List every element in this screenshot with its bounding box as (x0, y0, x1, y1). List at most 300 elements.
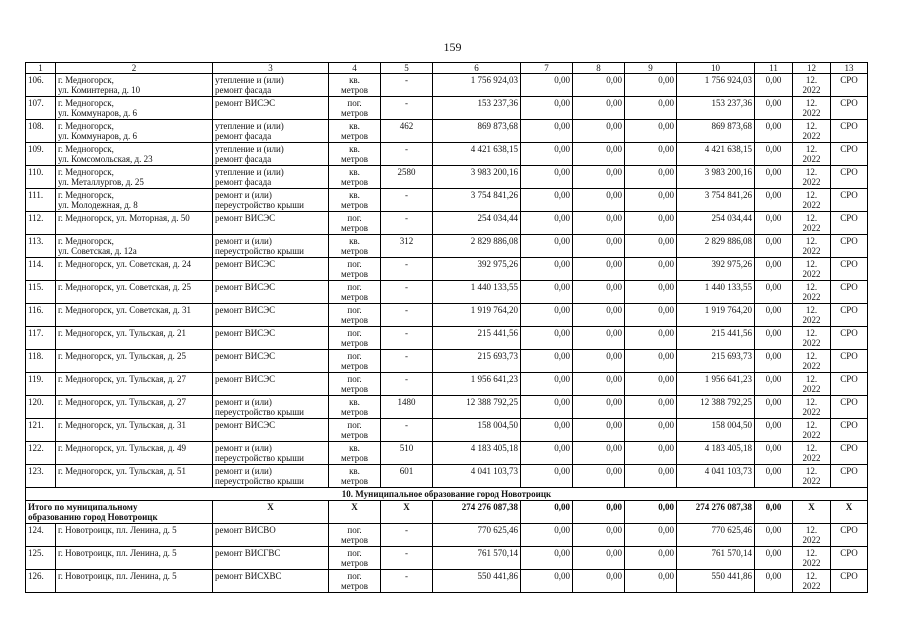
total-col-12: X (793, 501, 831, 524)
table-row (26, 396, 868, 419)
table-row (26, 419, 868, 442)
unit-cell: пог. метров (329, 419, 381, 442)
table-row (26, 547, 868, 570)
unit-cell: пог. метров (329, 97, 381, 120)
work-type-cell: ремонт и (или) переустройство крыши (213, 235, 329, 258)
table-row (26, 373, 868, 396)
budget-cell: 0,00 (573, 396, 625, 419)
column-number: 12 (793, 63, 831, 74)
fund-cell: 0,00 (521, 235, 573, 258)
owner-funds-cell: 1 756 924,03 (677, 74, 755, 97)
owner-funds-cell: 761 570,14 (677, 547, 755, 570)
deadline-cell: 12. 2022 (793, 97, 831, 120)
area-cell: - (381, 74, 433, 97)
unit-cell: пог. метров (329, 258, 381, 281)
table-row (26, 97, 868, 120)
owner-funds-cell: 1 440 133,55 (677, 281, 755, 304)
budget-cell: 0,00 (573, 235, 625, 258)
total-cost-cell: 153 237,36 (433, 97, 521, 120)
table-body (26, 63, 868, 593)
address-cell: г. Медногорск, ул. Молодежная, д. 8 (56, 189, 213, 212)
unit-cell: кв. метров (329, 235, 381, 258)
deadline-cell: 12. 2022 (793, 281, 831, 304)
total-cost-cell: 158 004,50 (433, 419, 521, 442)
work-type-cell: ремонт ВИСХВС (213, 570, 329, 593)
other-funds-cell: 0,00 (755, 465, 793, 488)
capital-repair-table (25, 62, 868, 593)
total-col-4: X (329, 501, 381, 524)
area-cell: 2580 (381, 166, 433, 189)
total-cost-cell: 215 441,56 (433, 327, 521, 350)
unit-cell: пог. метров (329, 304, 381, 327)
total-col-11: 0,00 (755, 501, 793, 524)
row-number: 106. (26, 74, 56, 97)
fund-cell: 0,00 (521, 465, 573, 488)
unit-cell: кв. метров (329, 120, 381, 143)
area-cell: - (381, 570, 433, 593)
area-cell: - (381, 304, 433, 327)
fund-cell: 0,00 (521, 524, 573, 547)
address-cell: г. Медногорск, ул. Советская, д. 24 (56, 258, 213, 281)
contractor-cell: СРО (831, 120, 868, 143)
unit-cell: пог. метров (329, 524, 381, 547)
owner-funds-cell: 215 693,73 (677, 350, 755, 373)
table-row (26, 189, 868, 212)
address-cell: г. Медногорск, ул. Советская, д. 31 (56, 304, 213, 327)
column-number: 7 (521, 63, 573, 74)
deadline-cell: 12. 2022 (793, 258, 831, 281)
contractor-cell: СРО (831, 327, 868, 350)
unit-cell: кв. метров (329, 74, 381, 97)
local-budget-cell: 0,00 (625, 212, 677, 235)
local-budget-cell: 0,00 (625, 166, 677, 189)
local-budget-cell: 0,00 (625, 120, 677, 143)
row-number: 124. (26, 524, 56, 547)
fund-cell: 0,00 (521, 442, 573, 465)
other-funds-cell: 0,00 (755, 570, 793, 593)
table-row (26, 350, 868, 373)
deadline-cell: 12. 2022 (793, 166, 831, 189)
column-number: 3 (213, 63, 329, 74)
unit-cell: пог. метров (329, 327, 381, 350)
area-cell: - (381, 350, 433, 373)
owner-funds-cell: 392 975,26 (677, 258, 755, 281)
total-cost-cell: 2 829 886,08 (433, 235, 521, 258)
budget-cell: 0,00 (573, 258, 625, 281)
deadline-cell: 12. 2022 (793, 396, 831, 419)
local-budget-cell: 0,00 (625, 396, 677, 419)
total-cost-cell: 1 756 924,03 (433, 74, 521, 97)
other-funds-cell: 0,00 (755, 74, 793, 97)
deadline-cell: 12. 2022 (793, 465, 831, 488)
row-number: 114. (26, 258, 56, 281)
area-cell: - (381, 258, 433, 281)
owner-funds-cell: 254 034,44 (677, 212, 755, 235)
contractor-cell: СРО (831, 465, 868, 488)
total-cost-cell: 869 873,68 (433, 120, 521, 143)
total-cost-cell: 392 975,26 (433, 258, 521, 281)
total-cost-cell: 1 440 133,55 (433, 281, 521, 304)
other-funds-cell: 0,00 (755, 189, 793, 212)
total-cost-cell: 4 421 638,15 (433, 143, 521, 166)
work-type-cell: ремонт ВИСЭС (213, 212, 329, 235)
unit-cell: пог. метров (329, 373, 381, 396)
contractor-cell: СРО (831, 74, 868, 97)
budget-cell: 0,00 (573, 120, 625, 143)
row-number: 126. (26, 570, 56, 593)
address-cell: г. Новотроицк, пл. Ленина, д. 5 (56, 570, 213, 593)
local-budget-cell: 0,00 (625, 547, 677, 570)
fund-cell: 0,00 (521, 350, 573, 373)
table-row (26, 120, 868, 143)
table-row (26, 281, 868, 304)
address-cell: г. Новотроицк, пл. Ленина, д. 5 (56, 547, 213, 570)
local-budget-cell: 0,00 (625, 465, 677, 488)
work-type-cell: ремонт ВИСЭС (213, 97, 329, 120)
fund-cell: 0,00 (521, 327, 573, 350)
row-number: 120. (26, 396, 56, 419)
row-number: 113. (26, 235, 56, 258)
contractor-cell: СРО (831, 235, 868, 258)
area-cell: - (381, 327, 433, 350)
local-budget-cell: 0,00 (625, 281, 677, 304)
column-number: 4 (329, 63, 381, 74)
table-row (26, 74, 868, 97)
total-cost-cell: 3 983 200,16 (433, 166, 521, 189)
budget-cell: 0,00 (573, 419, 625, 442)
fund-cell: 0,00 (521, 189, 573, 212)
deadline-cell: 12. 2022 (793, 74, 831, 97)
owner-funds-cell: 3 754 841,26 (677, 189, 755, 212)
column-number: 11 (755, 63, 793, 74)
fund-cell: 0,00 (521, 97, 573, 120)
area-cell: - (381, 281, 433, 304)
work-type-cell: утепление и (или) ремонт фасада (213, 120, 329, 143)
budget-cell: 0,00 (573, 570, 625, 593)
row-number: 121. (26, 419, 56, 442)
section-title-row (26, 488, 868, 501)
page-number: 159 (443, 40, 462, 54)
area-cell: - (381, 373, 433, 396)
contractor-cell: СРО (831, 258, 868, 281)
total-cost-cell: 254 034,44 (433, 212, 521, 235)
unit-cell: кв. метров (329, 166, 381, 189)
unit-cell: кв. метров (329, 465, 381, 488)
unit-cell: пог. метров (329, 281, 381, 304)
fund-cell: 0,00 (521, 120, 573, 143)
address-cell: г. Медногорск, ул. Советская, д. 25 (56, 281, 213, 304)
fund-cell: 0,00 (521, 74, 573, 97)
fund-cell: 0,00 (521, 143, 573, 166)
area-cell: - (381, 547, 433, 570)
unit-cell: пог. метров (329, 547, 381, 570)
owner-funds-cell: 12 388 792,25 (677, 396, 755, 419)
fund-cell: 0,00 (521, 373, 573, 396)
local-budget-cell: 0,00 (625, 143, 677, 166)
local-budget-cell: 0,00 (625, 74, 677, 97)
contractor-cell: СРО (831, 570, 868, 593)
work-type-cell: ремонт ВИСЭС (213, 304, 329, 327)
contractor-cell: СРО (831, 373, 868, 396)
local-budget-cell: 0,00 (625, 442, 677, 465)
contractor-cell: СРО (831, 143, 868, 166)
total-col-9: 0,00 (625, 501, 677, 524)
budget-cell: 0,00 (573, 304, 625, 327)
other-funds-cell: 0,00 (755, 166, 793, 189)
address-cell: г. Медногорск, ул. Тульская, д. 31 (56, 419, 213, 442)
table-row (26, 524, 868, 547)
contractor-cell: СРО (831, 350, 868, 373)
address-cell: г. Медногорск, ул. Комсомольская, д. 23 (56, 143, 213, 166)
row-number: 125. (26, 547, 56, 570)
work-type-cell: утепление и (или) ремонт фасада (213, 166, 329, 189)
table-row (26, 258, 868, 281)
contractor-cell: СРО (831, 97, 868, 120)
budget-cell: 0,00 (573, 97, 625, 120)
other-funds-cell: 0,00 (755, 547, 793, 570)
deadline-cell: 12. 2022 (793, 327, 831, 350)
work-type-cell: ремонт ВИСВО (213, 524, 329, 547)
total-col-5: X (381, 501, 433, 524)
owner-funds-cell: 215 441,56 (677, 327, 755, 350)
contractor-cell: СРО (831, 419, 868, 442)
other-funds-cell: 0,00 (755, 143, 793, 166)
total-cost-cell: 1 919 764,20 (433, 304, 521, 327)
other-funds-cell: 0,00 (755, 258, 793, 281)
table-row (26, 166, 868, 189)
total-col-8: 0,00 (573, 501, 625, 524)
deadline-cell: 12. 2022 (793, 189, 831, 212)
owner-funds-cell: 2 829 886,08 (677, 235, 755, 258)
unit-cell: пог. метров (329, 570, 381, 593)
row-number: 108. (26, 120, 56, 143)
total-cost-cell: 770 625,46 (433, 524, 521, 547)
budget-cell: 0,00 (573, 212, 625, 235)
total-col-13: X (831, 501, 868, 524)
table-row (26, 465, 868, 488)
table-row (26, 143, 868, 166)
owner-funds-cell: 1 956 641,23 (677, 373, 755, 396)
deadline-cell: 12. 2022 (793, 570, 831, 593)
work-type-cell: ремонт ВИСЭС (213, 373, 329, 396)
address-cell: г. Медногорск, ул. Коминтерна, д. 10 (56, 74, 213, 97)
deadline-cell: 12. 2022 (793, 419, 831, 442)
work-type-cell: ремонт и (или) переустройство крыши (213, 189, 329, 212)
deadline-cell: 12. 2022 (793, 547, 831, 570)
other-funds-cell: 0,00 (755, 350, 793, 373)
area-cell: 1480 (381, 396, 433, 419)
area-cell: - (381, 97, 433, 120)
address-cell: г. Медногорск, ул. Тульская, д. 51 (56, 465, 213, 488)
column-number: 2 (56, 63, 213, 74)
contractor-cell: СРО (831, 442, 868, 465)
total-row (26, 501, 868, 524)
unit-cell: кв. метров (329, 442, 381, 465)
deadline-cell: 12. 2022 (793, 304, 831, 327)
budget-cell: 0,00 (573, 442, 625, 465)
local-budget-cell: 0,00 (625, 258, 677, 281)
total-cost-cell: 1 956 641,23 (433, 373, 521, 396)
fund-cell: 0,00 (521, 396, 573, 419)
row-number: 112. (26, 212, 56, 235)
budget-cell: 0,00 (573, 350, 625, 373)
budget-cell: 0,00 (573, 373, 625, 396)
contractor-cell: СРО (831, 281, 868, 304)
total-col-7: 0,00 (521, 501, 573, 524)
work-type-cell: ремонт и (или) переустройство крыши (213, 442, 329, 465)
address-cell: г. Новотроицк, пл. Ленина, д. 5 (56, 524, 213, 547)
owner-funds-cell: 3 983 200,16 (677, 166, 755, 189)
other-funds-cell: 0,00 (755, 327, 793, 350)
local-budget-cell: 0,00 (625, 570, 677, 593)
work-type-cell: ремонт ВИСЭС (213, 281, 329, 304)
local-budget-cell: 0,00 (625, 189, 677, 212)
row-number: 111. (26, 189, 56, 212)
budget-cell: 0,00 (573, 524, 625, 547)
other-funds-cell: 0,00 (755, 373, 793, 396)
row-number: 119. (26, 373, 56, 396)
address-cell: г. Медногорск, ул. Тульская, д. 27 (56, 373, 213, 396)
budget-cell: 0,00 (573, 547, 625, 570)
area-cell: 462 (381, 120, 433, 143)
column-number: 1 (26, 63, 56, 74)
total-cost-cell: 761 570,14 (433, 547, 521, 570)
address-cell: г. Медногорск, ул. Коммунаров, д. 6 (56, 97, 213, 120)
total-cost-sum: 274 276 087,38 (433, 501, 521, 524)
area-cell: - (381, 143, 433, 166)
deadline-cell: 12. 2022 (793, 212, 831, 235)
other-funds-cell: 0,00 (755, 524, 793, 547)
column-number: 10 (677, 63, 755, 74)
area-cell: - (381, 189, 433, 212)
row-number: 123. (26, 465, 56, 488)
row-number: 115. (26, 281, 56, 304)
budget-cell: 0,00 (573, 189, 625, 212)
contractor-cell: СРО (831, 166, 868, 189)
work-type-cell: ремонт ВИСЭС (213, 419, 329, 442)
column-number-row (26, 63, 868, 74)
local-budget-cell: 0,00 (625, 97, 677, 120)
fund-cell: 0,00 (521, 258, 573, 281)
address-cell: г. Медногорск, ул. Моторная, д. 50 (56, 212, 213, 235)
column-number: 6 (433, 63, 521, 74)
total-col-10: 274 276 087,38 (677, 501, 755, 524)
total-cost-cell: 4 041 103,73 (433, 465, 521, 488)
unit-cell: кв. метров (329, 143, 381, 166)
owner-funds-cell: 869 873,68 (677, 120, 755, 143)
owner-funds-cell: 153 237,36 (677, 97, 755, 120)
other-funds-cell: 0,00 (755, 419, 793, 442)
address-cell: г. Медногорск, ул. Тульская, д. 25 (56, 350, 213, 373)
contractor-cell: СРО (831, 524, 868, 547)
local-budget-cell: 0,00 (625, 524, 677, 547)
budget-cell: 0,00 (573, 327, 625, 350)
table-row (26, 327, 868, 350)
local-budget-cell: 0,00 (625, 373, 677, 396)
address-cell: г. Медногорск, ул. Тульская, д. 27 (56, 396, 213, 419)
other-funds-cell: 0,00 (755, 97, 793, 120)
total-cost-cell: 215 693,73 (433, 350, 521, 373)
area-cell: 601 (381, 465, 433, 488)
budget-cell: 0,00 (573, 166, 625, 189)
other-funds-cell: 0,00 (755, 281, 793, 304)
other-funds-cell: 0,00 (755, 396, 793, 419)
unit-cell: кв. метров (329, 189, 381, 212)
table-row (26, 235, 868, 258)
area-cell: - (381, 419, 433, 442)
fund-cell: 0,00 (521, 419, 573, 442)
owner-funds-cell: 4 041 103,73 (677, 465, 755, 488)
fund-cell: 0,00 (521, 281, 573, 304)
deadline-cell: 12. 2022 (793, 143, 831, 166)
contractor-cell: СРО (831, 547, 868, 570)
column-number: 13 (831, 63, 868, 74)
other-funds-cell: 0,00 (755, 120, 793, 143)
local-budget-cell: 0,00 (625, 350, 677, 373)
row-number: 107. (26, 97, 56, 120)
address-cell: г. Медногорск, ул. Коммунаров, д. 6 (56, 120, 213, 143)
column-number: 9 (625, 63, 677, 74)
area-cell: - (381, 524, 433, 547)
unit-cell: пог. метров (329, 350, 381, 373)
contractor-cell: СРО (831, 304, 868, 327)
row-number: 110. (26, 166, 56, 189)
owner-funds-cell: 1 919 764,20 (677, 304, 755, 327)
address-cell: г. Медногорск, ул. Тульская, д. 49 (56, 442, 213, 465)
local-budget-cell: 0,00 (625, 304, 677, 327)
row-number: 118. (26, 350, 56, 373)
local-budget-cell: 0,00 (625, 327, 677, 350)
deadline-cell: 12. 2022 (793, 235, 831, 258)
address-cell: г. Медногорск, ул. Металлургов, д. 25 (56, 166, 213, 189)
total-cost-cell: 550 441,86 (433, 570, 521, 593)
deadline-cell: 12. 2022 (793, 524, 831, 547)
table-row (26, 442, 868, 465)
work-type-cell: ремонт и (или) переустройство крыши (213, 465, 329, 488)
column-number: 5 (381, 63, 433, 74)
fund-cell: 0,00 (521, 212, 573, 235)
budget-cell: 0,00 (573, 143, 625, 166)
unit-cell: кв. метров (329, 396, 381, 419)
address-cell: г. Медногорск, ул. Советская, д. 12а (56, 235, 213, 258)
fund-cell: 0,00 (521, 304, 573, 327)
contractor-cell: СРО (831, 396, 868, 419)
owner-funds-cell: 4 421 638,15 (677, 143, 755, 166)
local-budget-cell: 0,00 (625, 235, 677, 258)
unit-cell: пог. метров (329, 212, 381, 235)
fund-cell: 0,00 (521, 570, 573, 593)
total-col-3: X (213, 501, 329, 524)
contractor-cell: СРО (831, 212, 868, 235)
owner-funds-cell: 770 625,46 (677, 524, 755, 547)
deadline-cell: 12. 2022 (793, 350, 831, 373)
row-number: 116. (26, 304, 56, 327)
area-cell: - (381, 212, 433, 235)
fund-cell: 0,00 (521, 547, 573, 570)
row-number: 109. (26, 143, 56, 166)
budget-cell: 0,00 (573, 74, 625, 97)
deadline-cell: 12. 2022 (793, 373, 831, 396)
fund-cell: 0,00 (521, 166, 573, 189)
deadline-cell: 12. 2022 (793, 442, 831, 465)
work-type-cell: утепление и (или) ремонт фасада (213, 143, 329, 166)
local-budget-cell: 0,00 (625, 419, 677, 442)
work-type-cell: ремонт ВИСЭС (213, 258, 329, 281)
contractor-cell: СРО (831, 189, 868, 212)
area-cell: 510 (381, 442, 433, 465)
total-label: Итого по муниципальному образованию город Новотроицк (26, 501, 213, 524)
row-number: 117. (26, 327, 56, 350)
